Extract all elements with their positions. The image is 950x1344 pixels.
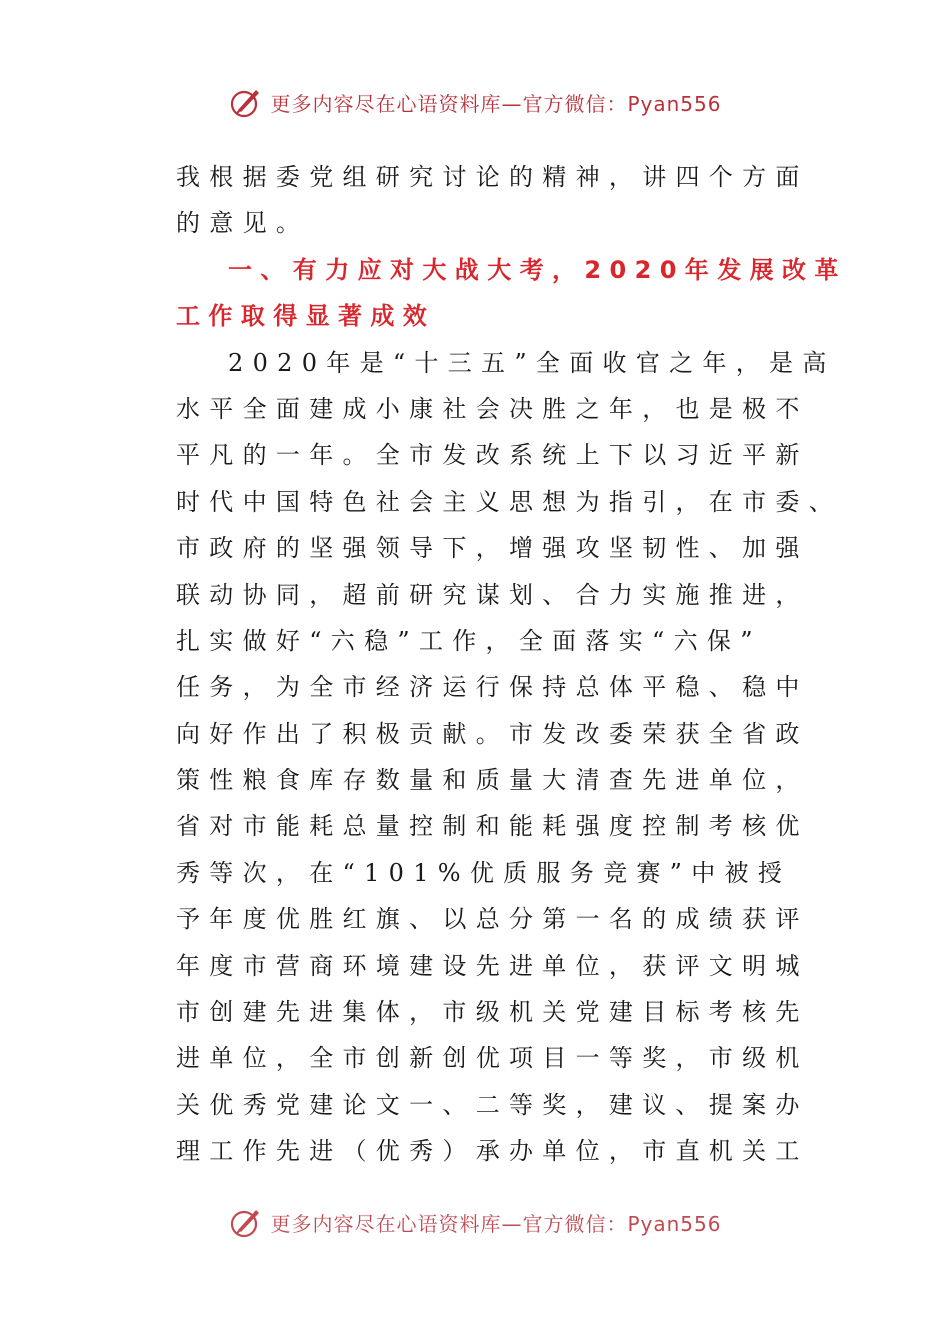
footer-banner — [0, 1200, 950, 1244]
text-line: 予年度优胜红旗、以总分第一名的成绩获评 — [176, 905, 809, 934]
text-line: 年度市营商环境建设先进单位，获评文明城 — [176, 951, 809, 980]
text-line: 平凡的一年。全市发改系统上下以习近平新 — [176, 441, 809, 470]
text-line: 向好作出了积极贡献。市发改委荣获全省政 — [176, 719, 809, 748]
text-line: 省对市能耗总量控制和能耗强度控制考核优 — [176, 812, 809, 841]
text-line: 水平全面建成小康社会决胜之年，也是极不 — [176, 394, 809, 423]
text-line: 的意见。 — [176, 209, 310, 238]
banner-text: 更多内容尽在心语资料库—官方微信：Pyan556 — [270, 91, 722, 116]
quill-logo-icon — [228, 84, 264, 120]
text-line: 任务，为全市经济运行保持总体平稳、稳中 — [176, 673, 809, 702]
banner-text: 更多内容尽在心语资料库—官方微信：Pyan556 — [270, 1211, 722, 1236]
text-line: 理工作先进（优秀）承办单位，市直机关工 — [176, 1137, 809, 1166]
text-line: 我根据委党组研究讨论的精神，讲四个方面 — [176, 163, 809, 191]
header-banner — [0, 80, 950, 124]
text-line: 秀等次，在“101%优质服务竞赛”中被授 — [176, 858, 792, 887]
text-line: 进单位，全市创新创优项目一等奖，市级机 — [176, 1044, 809, 1073]
text-line: 2020年是“十三五”全面收官之年，是高 — [228, 348, 836, 377]
section-heading: 一、有力应对大战大考，2020年发展改革 — [228, 255, 847, 284]
document-body — [176, 154, 847, 1175]
text-line: 市创建先进集体，市级机关党建目标考核先 — [176, 998, 809, 1027]
quill-logo-icon — [228, 1204, 264, 1240]
text-line: 策性粮食库存数量和质量大清查先进单位， — [176, 766, 809, 795]
section-heading: 工作取得显著成效 — [176, 302, 436, 331]
text-line: 关优秀党建论文一、二等奖，建议、提案办 — [176, 1090, 809, 1119]
text-line: 联动协同，超前研究谋划、合力实施推进， — [176, 580, 809, 609]
text-line: 时代中国特色社会主义思想为指引，在市委、 — [176, 487, 842, 516]
text-line: 扎实做好“六稳”工作，全面落实“六保” — [176, 626, 762, 655]
text-line: 市政府的坚强领导下，增强攻坚韧性、加强 — [176, 534, 809, 563]
